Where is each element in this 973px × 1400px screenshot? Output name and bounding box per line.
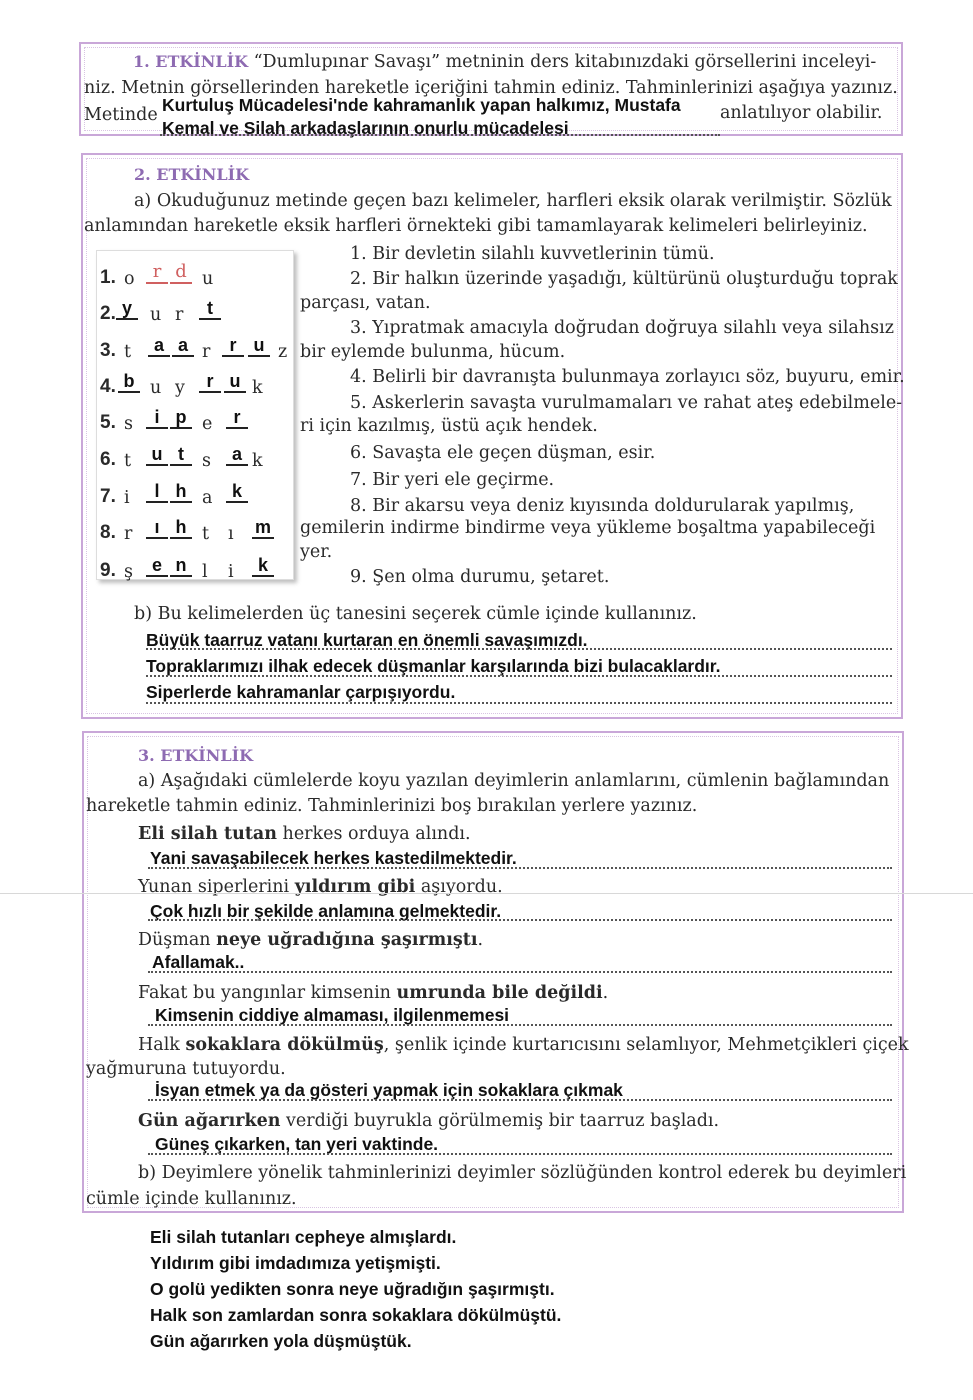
word-2-filled-letter: y <box>121 298 132 318</box>
word-3-given-letter: r <box>202 342 211 362</box>
word-4-filled-letter: u <box>229 371 241 391</box>
word-1-blank-underline <box>146 282 168 284</box>
word-4-given-letter: k <box>252 378 263 398</box>
word-2-given-letter: r <box>175 305 184 325</box>
word-8-given-letter: t <box>202 524 210 544</box>
word-5-blank-underline <box>170 427 192 429</box>
word-number-9: 9. <box>100 560 116 581</box>
idiom-sentence-5-line2: yağmuruna tutuyordu. <box>86 1059 286 1079</box>
word-7-blank-underline <box>226 501 248 503</box>
word-6-blank-underline <box>146 464 168 466</box>
word-9-blank-underline <box>252 575 274 577</box>
activity-2-b-answer-2: Topraklarımızı ilhak edecek düşmanlar karşılarında bizi bulacaklardır. <box>146 656 721 676</box>
definition-8c: yer. <box>300 542 333 562</box>
word-number-3: 3. <box>100 340 116 361</box>
word-6-given-letter: k <box>252 451 263 471</box>
word-9-blank-underline <box>146 575 168 577</box>
word-3-blank-underline <box>222 355 244 357</box>
word-4-given-letter: y <box>175 378 185 398</box>
word-8-blank-underline <box>170 537 192 539</box>
word-6-given-letter: t <box>124 451 132 471</box>
definition-7: 7. Bir yeri ele geçirme. <box>350 470 555 490</box>
word-7-filled-letter: h <box>175 481 187 501</box>
idiom-sentence-1: Eli silah tutan herkes orduya alındı. <box>138 824 471 844</box>
definition-9: 9. Şen olma durumu, şetaret. <box>350 567 610 587</box>
word-3-blank-underline <box>172 355 194 357</box>
definition-3a: 3. Yıpratmak amacıyla doğrudan doğruya silahlı veya silahsız <box>350 318 894 338</box>
word-1-blank-underline <box>170 282 192 284</box>
activity-1-line1: 1. ETKİNLİK “Dumlupınar Savaşı” metninin ders kitabınızdaki görsellerini inceleyi- <box>133 52 877 72</box>
definition-3b: bir eylemde bulunma, hücum. <box>300 342 566 362</box>
definition-8a: 8. Bir akarsu veya deniz kıyısında doldurularak yapılmış, <box>350 496 855 516</box>
idiom-sentence-2: Yunan siperlerini yıldırım gibi aşıyordu. <box>138 877 503 897</box>
word-3-filled-letter: r <box>229 335 237 355</box>
word-7-given-letter: a <box>202 488 213 508</box>
word-4-blank-underline <box>224 391 246 393</box>
word-number-6: 6. <box>100 449 116 470</box>
word-9-given-letter: ş <box>124 562 133 582</box>
word-2-blank-underline <box>116 318 138 320</box>
idiom-line-1 <box>148 867 892 869</box>
definition-1: 1. Bir devletin silahlı kuvvetlerinin tümü. <box>350 244 715 264</box>
word-1-filled-letter: r <box>152 261 162 282</box>
idiom-line-3 <box>148 971 892 973</box>
word-6-blank-underline <box>226 464 248 466</box>
word-7-filled-letter: l <box>154 481 160 501</box>
activity-3-b-answer-2: Yıldırım gibi imdadımıza yetişmişti. <box>150 1253 441 1273</box>
idiom-4: umrunda bile değildi <box>396 983 603 1003</box>
word-7-given-letter: i <box>124 488 130 508</box>
activity-3-b-answer-4: Halk son zamlardan sonra sokaklara dökülmüştü. <box>150 1305 562 1325</box>
word-9-filled-letter: k <box>257 555 268 575</box>
word-2-filled-letter: t <box>207 298 213 318</box>
definition-6: 6. Savaşta ele geçen düşman, esir. <box>350 443 656 463</box>
word-4-filled-letter: r <box>206 371 214 391</box>
word-5-given-letter: e <box>202 414 213 434</box>
activity-2-intro-line2: anlamından hareketle eksik harfleri örnekteki gibi tamamlayarak kelimeleri belirleyiniz. <box>84 216 868 236</box>
activity-1-heading: 1. ETKİNLİK <box>133 52 249 71</box>
idiom-5: sokaklara dökülmüş <box>185 1035 384 1055</box>
word-5-given-letter: s <box>124 414 133 434</box>
word-3-blank-underline <box>148 355 170 357</box>
definition-2a: 2. Bir halkın üzerinde yaşadığı, kültürünü oluşturduğu toprak <box>350 269 898 289</box>
word-number-2: 2. <box>100 303 116 324</box>
word-8-given-letter: ı <box>228 524 234 544</box>
word-number-4: 4. <box>100 376 116 397</box>
activity-3-intro-line2: hareketle tahmin ediniz. Tahminlerinizi boş bırakılan yerlere yazınız. <box>86 796 698 816</box>
word-2-blank-underline <box>199 318 221 320</box>
word-8-blank-underline <box>146 537 168 539</box>
definition-5b: ri için kazılmış, üstü açık hendek. <box>300 416 598 436</box>
word-8-given-letter: r <box>124 524 133 544</box>
word-3-filled-letter: u <box>253 335 265 355</box>
word-8-filled-letter: ı <box>154 517 160 537</box>
word-3-filled-letter: a <box>153 335 164 355</box>
activity-3-b-line1: b) Deyimlere yönelik tahminlerinizi deyimler sözlüğünden kontrol ederek bu deyimleri <box>138 1163 907 1183</box>
activity-3-b-answer-3: O golü yedikten sonra neye uğradığın şaşırmıştı. <box>150 1279 555 1299</box>
word-3-given-letter: z <box>278 342 288 362</box>
word-8-filled-letter: m <box>254 517 271 537</box>
definition-4: 4. Belirli bir davranışta bulunmaya zorlayıcı söz, buyuru, emir. <box>350 367 905 387</box>
word-number-5: 5. <box>100 412 116 433</box>
word-5-filled-letter: i <box>154 407 160 427</box>
word-4-filled-letter: b <box>123 371 135 391</box>
idiom-1: Eli silah tutan <box>138 824 277 844</box>
word-6-filled-letter: u <box>151 444 163 464</box>
word-9-filled-letter: e <box>151 555 162 575</box>
activity-3-heading: 3. ETKİNLİK <box>138 746 254 765</box>
word-4-blank-underline <box>118 391 140 393</box>
word-7-blank-underline <box>170 501 192 503</box>
word-6-blank-underline <box>170 464 192 466</box>
word-1-given-letter: u <box>202 269 214 289</box>
activity-2-intro-line1: a) Okuduğunuz metinde geçen bazı kelimeler, harfleri eksik olarak verilmiştir. Sözlük <box>134 191 892 211</box>
word-2-given-letter: u <box>150 305 162 325</box>
idiom-answer-6: Güneş çıkarken, tan yeri vaktinde. <box>155 1134 439 1154</box>
activity-1-answer-line2: Kemal ve Silah arkadaşlarının onurlu mücadelesi <box>162 118 569 138</box>
idiom-answer-5: İsyan etmek ya da gösteri yapmak için sokaklara çıkmak <box>155 1080 623 1100</box>
word-8-blank-underline <box>252 537 274 539</box>
definition-2b: parçası, vatan. <box>300 293 431 313</box>
idiom-answer-4: Kimsenin ciddiye almaması, ilgilenmemesi <box>155 1005 510 1025</box>
idiom-sentence-3: Düşman neye uğradığına şaşırmıştı. <box>138 930 484 950</box>
idiom-answer-3: Afallamak.. <box>152 952 245 972</box>
word-9-given-letter: i <box>228 562 234 582</box>
activity-3-b-line2: cümle içinde kullanınız. <box>86 1189 297 1209</box>
idiom-6: Gün ağarırken <box>138 1111 281 1131</box>
activity-1-line2: niz. Metnin görsellerinden hareketle içeriğini tahmin ediniz. Tahminlerinizi aşağıya yazınız. <box>84 78 898 98</box>
word-number-1: 1. <box>100 267 116 288</box>
idiom-answer-1: Yani savaşabilecek herkes kastedilmektedir. <box>150 848 517 868</box>
word-3-given-letter: t <box>124 342 132 362</box>
activity-2-heading: 2. ETKİNLİK <box>134 165 250 184</box>
idiom-answer-2: Çok hızlı bir şekilde anlamına gelmektedir. <box>150 901 502 921</box>
word-9-filled-letter: n <box>175 555 187 575</box>
activity-2-b-answer-1: Büyük taarruz vatanı kurtaran en önemli savaşımızdı. <box>146 630 588 650</box>
definition-5a: 5. Askerlerin savaşta vurulmamaları ve rahat ateş edebilmele- <box>350 393 903 413</box>
definition-8b: gemilerin indirme bindirme veya yükleme boşaltma yapabileceği <box>300 518 876 538</box>
activity-2-b-answer-3: Siperlerde kahramanlar çarpışıyordu. <box>146 682 456 702</box>
idiom-line-4 <box>148 1024 892 1026</box>
scan-artifact-line <box>0 893 973 894</box>
word-5-filled-letter: p <box>175 407 187 427</box>
word-6-filled-letter: t <box>178 444 184 464</box>
idiom-sentence-4: Fakat bu yangınlar kimsenin umrunda bile değildi. <box>138 983 609 1003</box>
idiom-line-6 <box>148 1153 892 1155</box>
idiom-line-5 <box>148 1099 892 1101</box>
word-9-given-letter: l <box>202 562 208 582</box>
word-3-filled-letter: a <box>177 335 188 355</box>
idiom-line-2 <box>148 919 892 921</box>
word-8-filled-letter: h <box>175 517 187 537</box>
word-5-filled-letter: r <box>233 407 241 427</box>
activity-1-dotted-line <box>160 134 720 136</box>
idiom-3: neye uğradığına şaşırmıştı <box>216 930 478 950</box>
activity-2-b-line-3 <box>146 702 892 704</box>
word-number-8: 8. <box>100 522 116 543</box>
word-number-7: 7. <box>100 486 116 507</box>
word-1-filled-letter: d <box>175 261 187 282</box>
word-3-blank-underline <box>248 355 270 357</box>
activity-2-b-line-2 <box>146 675 892 677</box>
word-6-filled-letter: a <box>231 444 242 464</box>
word-7-filled-letter: k <box>231 481 242 501</box>
word-5-blank-underline <box>146 427 168 429</box>
activity-2-b-line-1 <box>146 648 892 650</box>
word-4-blank-underline <box>199 391 221 393</box>
word-1-given-letter: o <box>124 269 135 289</box>
word-9-blank-underline <box>170 575 192 577</box>
idiom-2: yıldırım gibi <box>294 877 416 897</box>
word-5-blank-underline <box>226 427 248 429</box>
idiom-sentence-5: Halk sokaklara dökülmüş, şenlik içinde kurtarıcısını selamlıyor, Mehmetçikleri çiçek <box>138 1035 909 1055</box>
activity-3-b-answer-1: Eli silah tutanları cepheye almışlardı. <box>150 1227 457 1247</box>
activity-1-prefix: Metinde <box>84 105 158 125</box>
activity-3-intro-line1: a) Aşağıdaki cümlelerde koyu yazılan deyimlerin anlamlarını, cümlenin bağlamından <box>138 771 890 791</box>
idiom-sentence-6: Gün ağarırken verdiği buyrukla görülmemiş bir taarruz başladı. <box>138 1111 720 1131</box>
word-4-given-letter: u <box>150 378 162 398</box>
word-6-given-letter: s <box>202 451 211 471</box>
word-7-blank-underline <box>146 501 168 503</box>
activity-2-b-prompt: b) Bu kelimelerden üç tanesini seçerek cümle içinde kullanınız. <box>134 604 697 624</box>
activity-3-b-answer-5: Gün ağarırken yola düşmüştük. <box>150 1331 412 1351</box>
activity-1-answer-line1: Kurtuluş Mücadelesi'nde kahramanlık yapan halkımız, Mustafa <box>162 95 681 115</box>
activity-1-suffix: anlatılıyor olabilir. <box>720 103 883 123</box>
